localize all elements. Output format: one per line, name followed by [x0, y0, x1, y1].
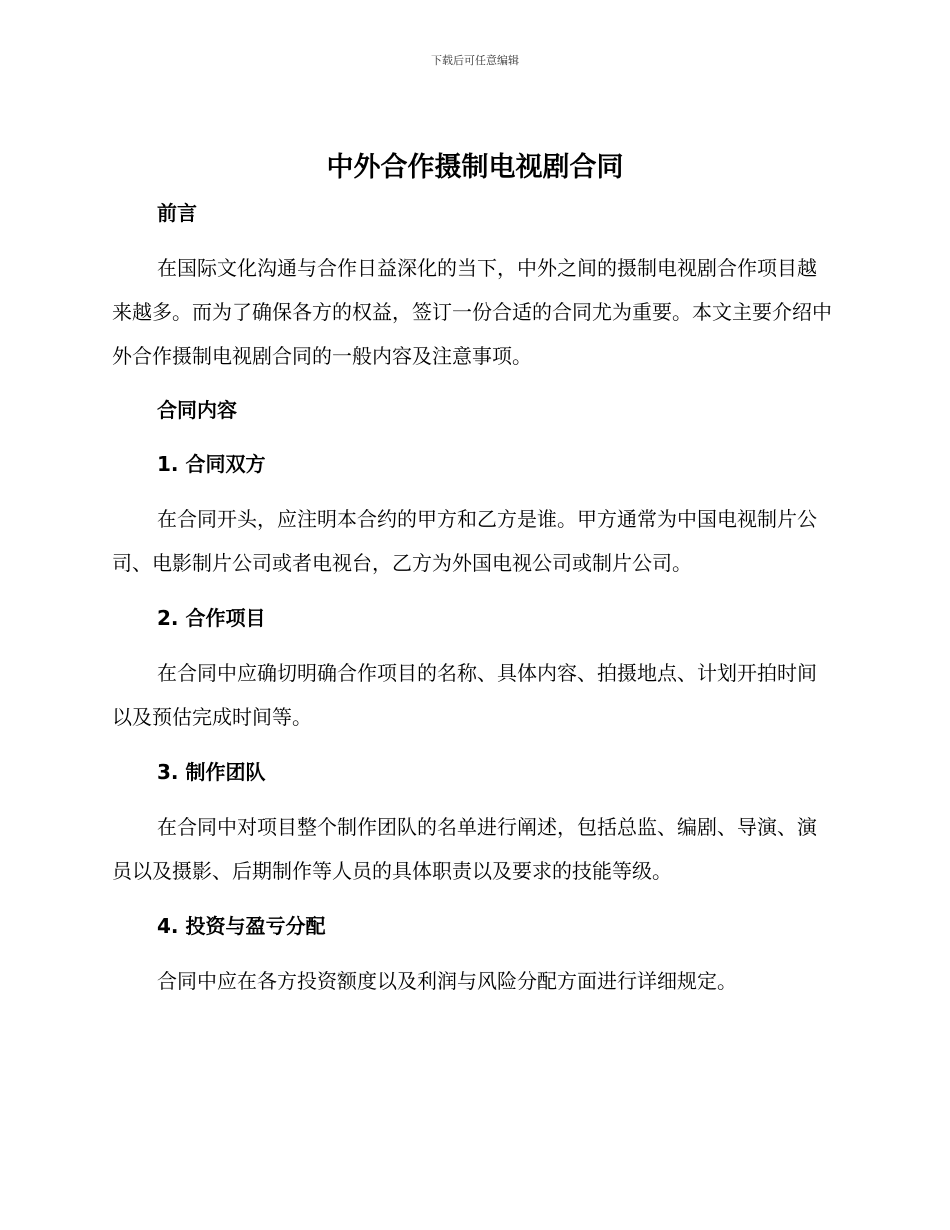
- section-heading: 1. 合同双方: [157, 452, 266, 476]
- section-heading: 2. 合作项目: [157, 606, 266, 630]
- contract-contents-heading: 合同内容: [157, 398, 237, 422]
- section-paragraph: 在合同中对项目整个制作团队的名单进行阐述，包括总监、编剧、导演、演员以及摄影、后期制作等人员的具体职责以及要求的技能等级。: [112, 815, 817, 883]
- preface-paragraph: 在国际文化沟通与合作日益深化的当下，中外之间的摄制电视剧合作项目越来越多。而为了确保各方的权益，签订一份合适的合同尤为重要。本文主要介绍中外合作摄制电视剧合同的一般内容及注意事项。: [112, 256, 832, 368]
- section-paragraph: 合同中应在各方投资额度以及利润与风险分配方面进行详细规定。: [157, 969, 737, 993]
- section-paragraph: 在合同中应确切明确合作项目的名称、具体内容、拍摄地点、计划开拍时间以及预估完成时间等。: [112, 661, 817, 729]
- page-header-note: 下载后可任意编辑: [431, 54, 519, 67]
- document-title: 中外合作摄制电视剧合同: [326, 152, 624, 183]
- section-paragraph: 在合同开头，应注明本合约的甲方和乙方是谁。甲方通常为中国电视制片公司、电影制片公司或者电视台，乙方为外国电视公司或制片公司。: [112, 507, 817, 575]
- preface-heading: 前言: [157, 201, 197, 225]
- section-heading: 4. 投资与盈亏分配: [157, 914, 326, 938]
- section-heading: 3. 制作团队: [157, 760, 266, 784]
